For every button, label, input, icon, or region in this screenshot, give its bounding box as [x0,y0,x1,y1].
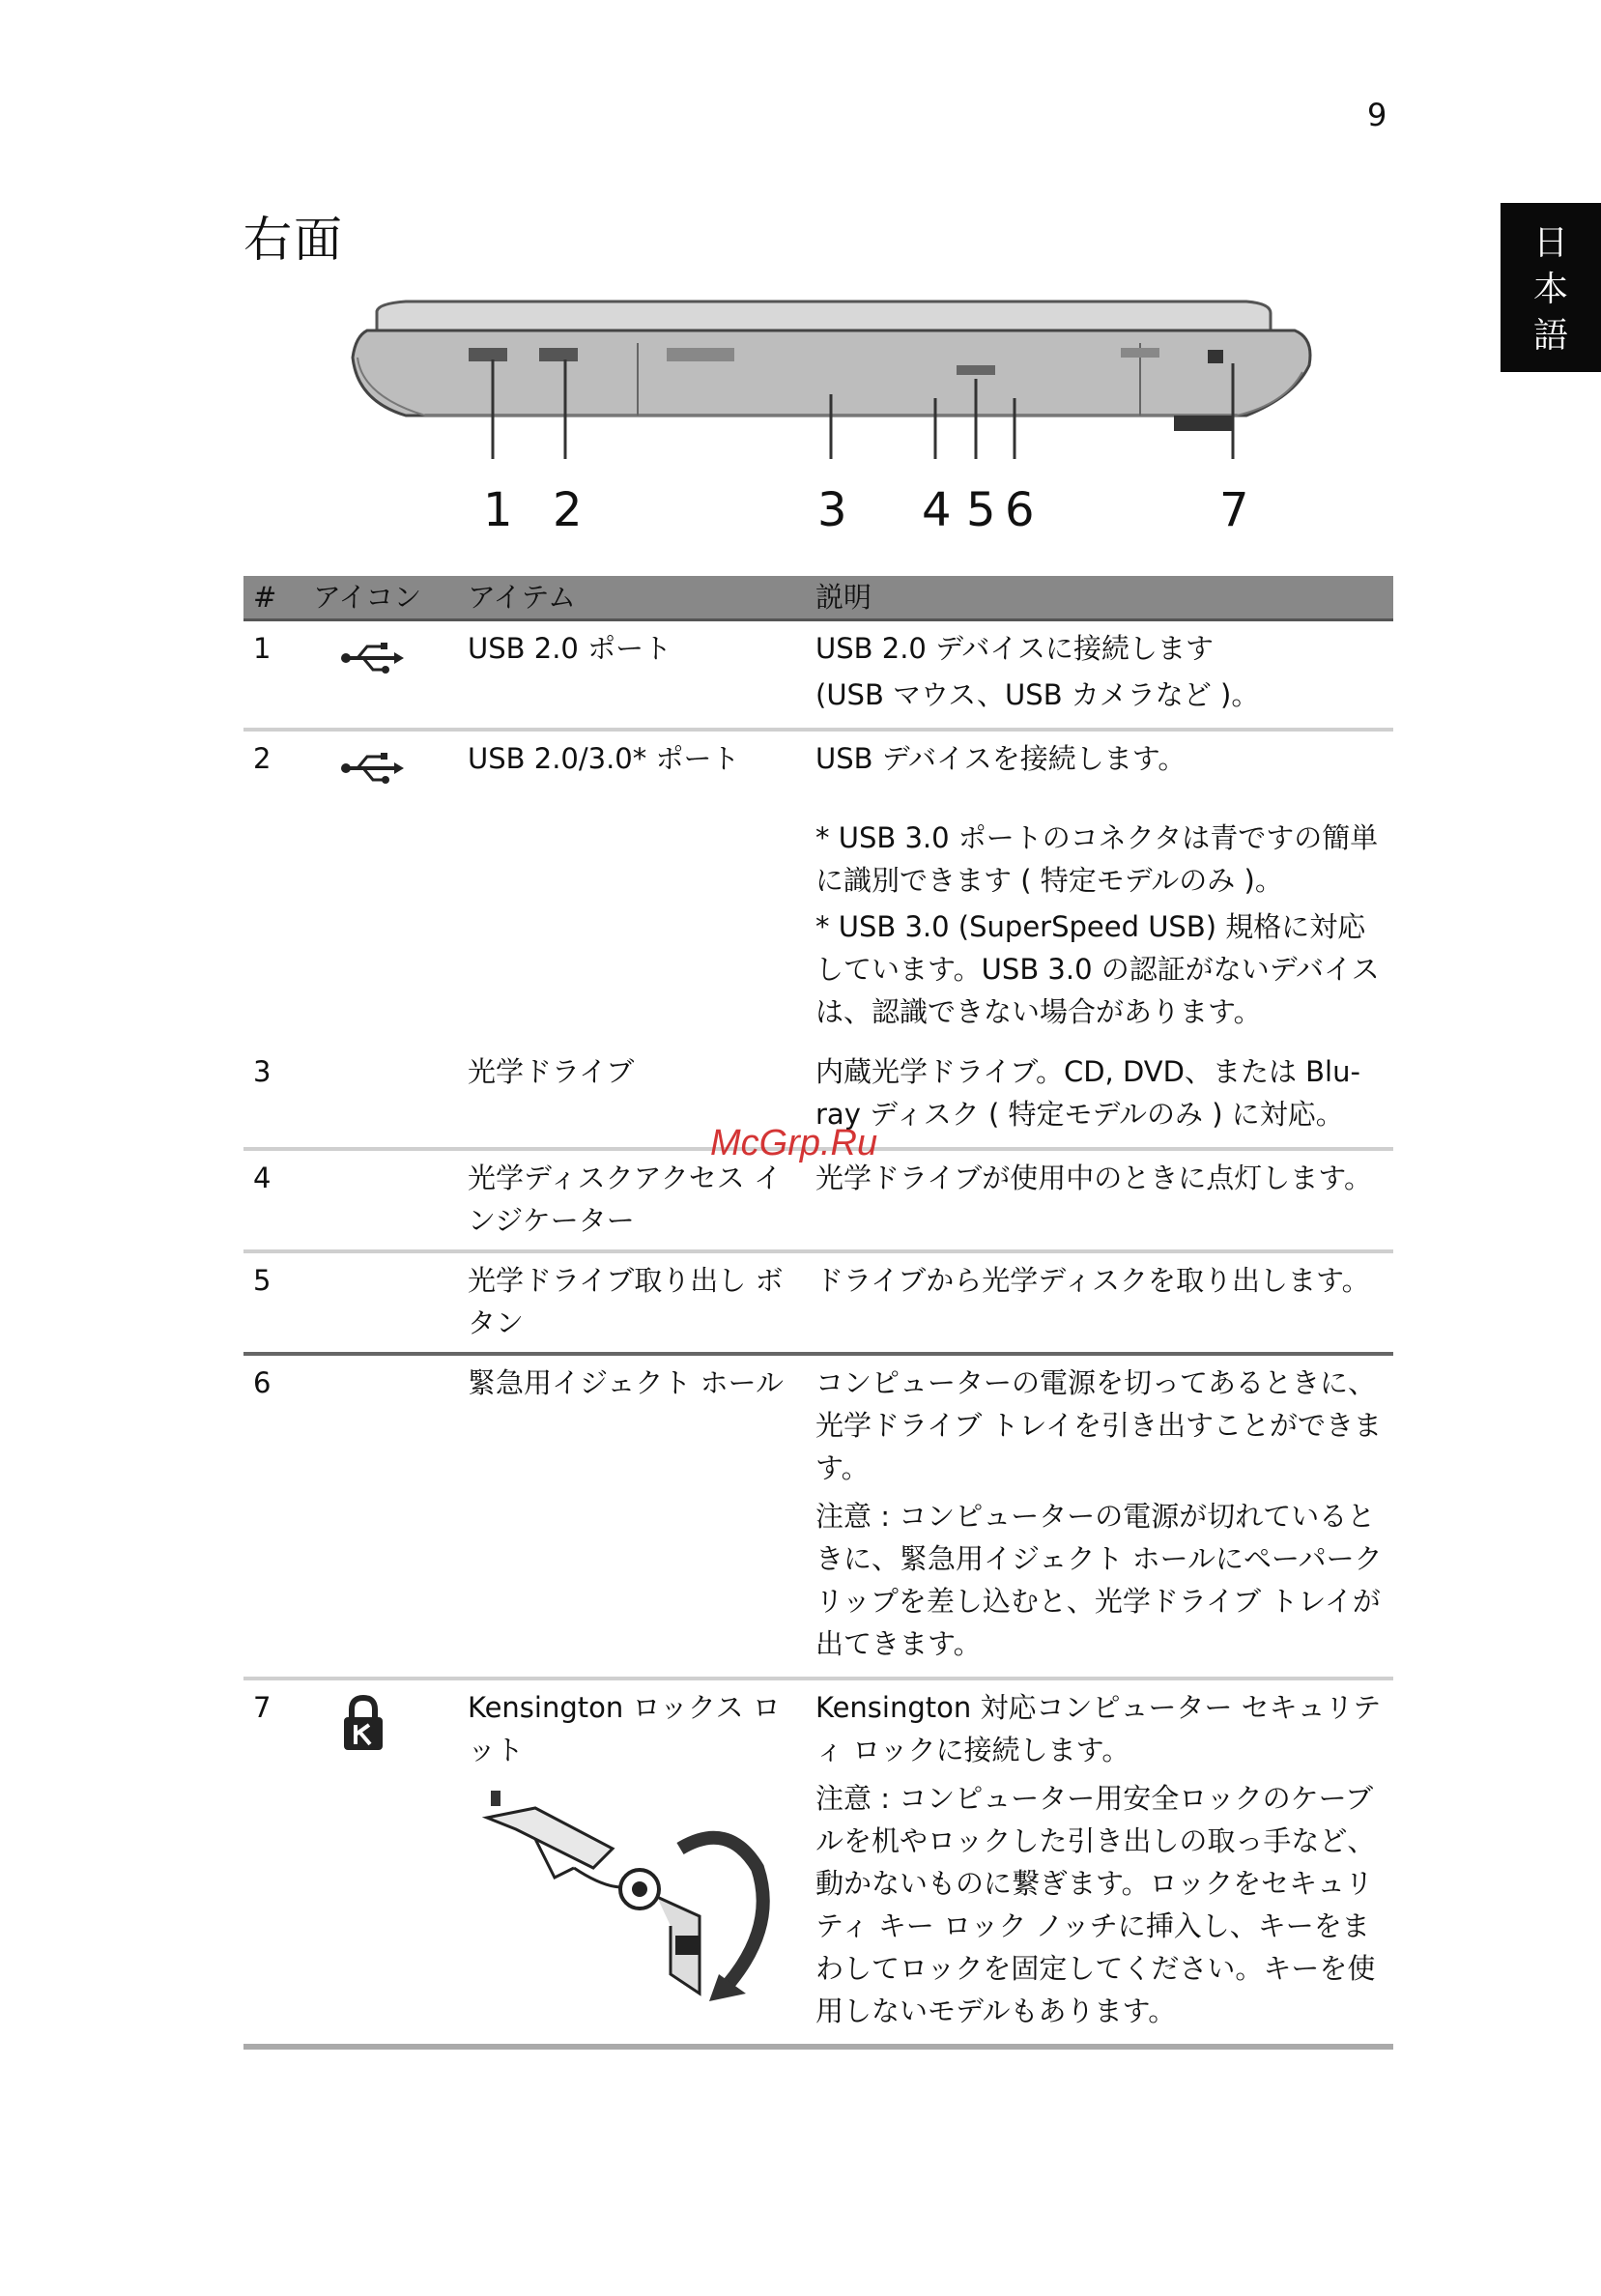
desc-line: USB 2.0 デバイスに接続します [815,632,1215,665]
desc-line: 光学ドライブが使用中のときに点灯します。 [815,1162,1372,1194]
row-icon-cell [303,1149,458,1251]
table-row [243,730,1393,1045]
table-header-row [243,576,1393,620]
row-item: 光学ドライブ [458,1045,806,1149]
kensington-lock-icon [340,1694,386,1752]
row-num: 5 [243,1251,303,1354]
row-num: 3 [243,1045,303,1149]
row-desc [806,1149,1393,1251]
row-desc [806,1251,1393,1354]
row-item: 光学ドライブ取り出し ボタン [458,1251,806,1354]
desc-note: 注意 : コンピューター用安全ロックのケーブルを机やロックした引き出しの取っ手など、動かないものに繋ぎます。ロックをセキュリティ キー ロック ノッチに挿入し、キーをまわしてロックを固定してください。キーを使用しないモデルもあります。 [815,1782,1376,2027]
desc-line: Kensington 対応コンピューター セキュリティ ロックに接続します。 [815,1691,1382,1766]
language-tab-char: 本 [1532,270,1568,309]
row-desc [806,1354,1393,1679]
row-icon-cell [303,1679,458,2047]
watermark: McGrp.Ru [710,1123,878,1163]
desc-note: * USB 3.0 ポートのコネクタは青ですの簡単に識別できます ( 特定モデルのみ )。 [815,821,1379,897]
row-item: USB 2.0/3.0* ポート [468,742,740,775]
desc-line: ドライブから光学ディスクを取り出します。 [815,1264,1370,1297]
desc-line: コンピューターの電源を切ってあるときに、光学ドライブ トレイを引き出すことができます。 [815,1366,1383,1484]
row-icon-cell [303,1045,458,1149]
row-item-cell [458,1679,806,2047]
row-desc [806,1679,1393,2047]
kensington-lock-illustration [477,1791,796,2013]
callout-number: 5 [966,483,996,537]
header-item: アイテム [458,576,806,620]
row-num: 7 [243,1679,303,2047]
row-num: 4 [243,1149,303,1251]
desc-line: 内蔵光学ドライブ。CD, DVD、または Blu-ray ディスク ( 特定モデルのみ ) に対応。 [815,1055,1360,1131]
row-icon-cell [303,730,458,1045]
row-item: 緊急用イジェクト ホール [458,1354,806,1679]
language-tab [1501,203,1601,372]
row-icon-cell [303,1354,458,1679]
callout-number: 4 [922,483,952,537]
table-row [243,1354,1393,1679]
row-icon-cell [303,1251,458,1354]
language-tab-char: 日 [1532,223,1568,263]
callout-number: 2 [553,483,583,537]
row-item: 光学ディスクアクセス インジケーター [458,1149,806,1251]
desc-line: USB デバイスを接続します。 [815,742,1186,775]
table-row [243,1251,1393,1354]
section-title: 右面 [243,212,344,268]
desc-note: 注意 : コンピューターの電源が切れているときに、緊急用イジェクト ホールにペーパークリップを差し込むと、光学ドライブ トレイが出てきます。 [815,1500,1383,1660]
row-item: USB 2.0 ポート [458,620,806,731]
desc-line: (USB マウス、USB カメラなど )。 [815,678,1260,711]
callout-number: 1 [483,483,513,537]
header-icon: アイコン [303,576,458,620]
row-item: Kensington ロックス ロット [468,1691,781,1766]
usb-icon [340,641,404,675]
row-num: 1 [243,620,303,731]
page-number: 9 [1367,97,1387,133]
callout-number: 7 [1219,483,1249,537]
laptop-right-side-illustration [319,290,1324,464]
header-num: # [243,576,303,620]
table-row [243,620,1393,731]
language-tab-char: 語 [1532,316,1568,356]
usb-icon [340,751,404,786]
row-num: 2 [253,742,272,775]
callout-number: 3 [817,483,847,537]
callout-numbers [0,483,1601,541]
row-desc [806,620,1393,731]
row-desc [806,730,1393,1045]
table-row [243,1679,1393,2047]
row-desc [806,1045,1393,1149]
ports-table [243,576,1393,2050]
row-icon-cell [303,620,458,731]
row-num: 6 [243,1354,303,1679]
callout-number: 6 [1005,483,1035,537]
header-desc: 説明 [806,576,1393,620]
desc-note: * USB 3.0 (SuperSpeed USB) 規格に対応しています。USB 3.0 の認証がないデバイスは、認識できない場合があります。 [815,910,1380,1028]
